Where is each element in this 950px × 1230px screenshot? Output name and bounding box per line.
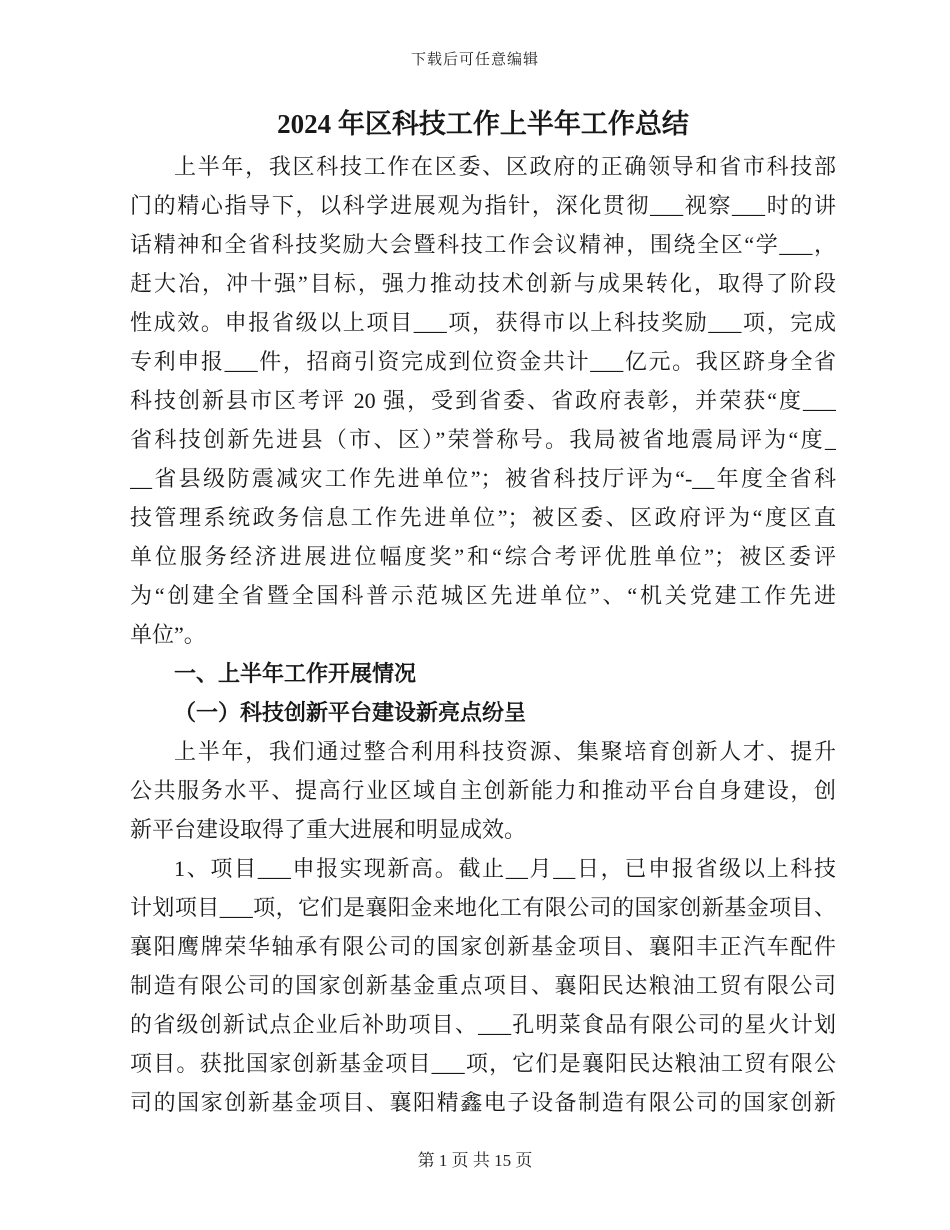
paragraph-intro: [130, 147, 836, 654]
text-line: 门的精心指导下，以科学进展观为指针，深化贯彻___视察___时的讲: [130, 193, 836, 218]
section-heading-1: [130, 654, 836, 693]
doc-title: [130, 101, 836, 147]
heading-line: （一）科技创新平台建设新亮点纷呈: [174, 700, 527, 725]
paragraph-platform: [130, 732, 836, 849]
text-line: 司的国家创新基金项目、襄阳精鑫电子设备制造有限公司的国家创新: [130, 1090, 836, 1115]
text-line: __省县级防震减灾工作先进单位”；被省科技厅评为“-__年度全省科: [130, 466, 836, 491]
text-line: 襄阳鹰牌荣华轴承有限公司的国家创新基金项目、襄阳丰正汽车配件: [130, 934, 836, 959]
text-line: 项目。获批国家创新基金项目___项，它们是襄阳民达粮油工贸有限公: [130, 1051, 836, 1076]
text-line: 单位服务经济进展进位幅度奖”和“综合考评优胜单位”；被区委评: [130, 544, 836, 569]
text-line: 省科技创新先进县（市、区）”荣誉称号。我局被省地震局评为“度_: [130, 427, 836, 452]
text-line: 技管理系统政务信息工作先进单位”；被区委、区政府评为“度区直: [130, 505, 836, 530]
text-line: 单位”。: [130, 622, 206, 647]
doc-title-line: 2024 年区科技工作上半年工作总结: [277, 109, 689, 139]
text-line: 上半年，我们通过整合利用科技资源、集聚培育创新人才、提升: [174, 739, 836, 764]
text-line: 上半年，我区科技工作在区委、区政府的正确领导和省市科技部: [174, 154, 836, 179]
header-note: 下载后可任意编辑: [410, 52, 539, 68]
text-line: 制造有限公司的国家创新基金重点项目、襄阳民达粮油工贸有限公司: [130, 973, 836, 998]
text-line: 性成效。申报省级以上项目___项，获得市以上科技奖励___项，完成: [130, 310, 836, 335]
text-line: 新平台建设取得了重大进展和明显成效。: [130, 817, 527, 842]
section-heading-1-1: [130, 693, 836, 732]
text-line: 话精神和全省科技奖励大会暨科技工作会议精神，围绕全区“学___，: [130, 232, 836, 257]
paragraph-projects: [130, 849, 836, 1122]
text-line: 赶大冶，冲十强”目标，强力推动技术创新与成果转化，取得了阶段: [130, 271, 836, 296]
text-line: 计划项目___项，它们是襄阳金来地化工有限公司的国家创新基金项目、: [130, 895, 836, 920]
text-line: 的省级创新试点企业后补助项目、___孔明菜食品有限公司的星火计划: [130, 1012, 836, 1037]
text-line: 专利申报___件，招商引资完成到位资金共计___亿元。我区跻身全省: [130, 349, 836, 374]
page-footer: 第 1 页 共 15 页: [417, 1151, 533, 1170]
text-line: 为“创建全省暨全国科普示范城区先进单位”、“机关党建工作先进: [130, 583, 836, 608]
text-line: 公共服务水平、提高行业区域自主创新能力和推动平台自身建设，创: [130, 778, 836, 803]
document-body: [130, 101, 836, 1122]
text-line: 1、项目___申报实现新高。截止__月__日，已申报省级以上科技: [174, 856, 836, 881]
text-line: 科技创新县市区考评 20 强，受到省委、省政府表彰，并荣获“度___: [130, 388, 836, 413]
heading-line: 一、上半年工作开展情况: [174, 661, 417, 686]
